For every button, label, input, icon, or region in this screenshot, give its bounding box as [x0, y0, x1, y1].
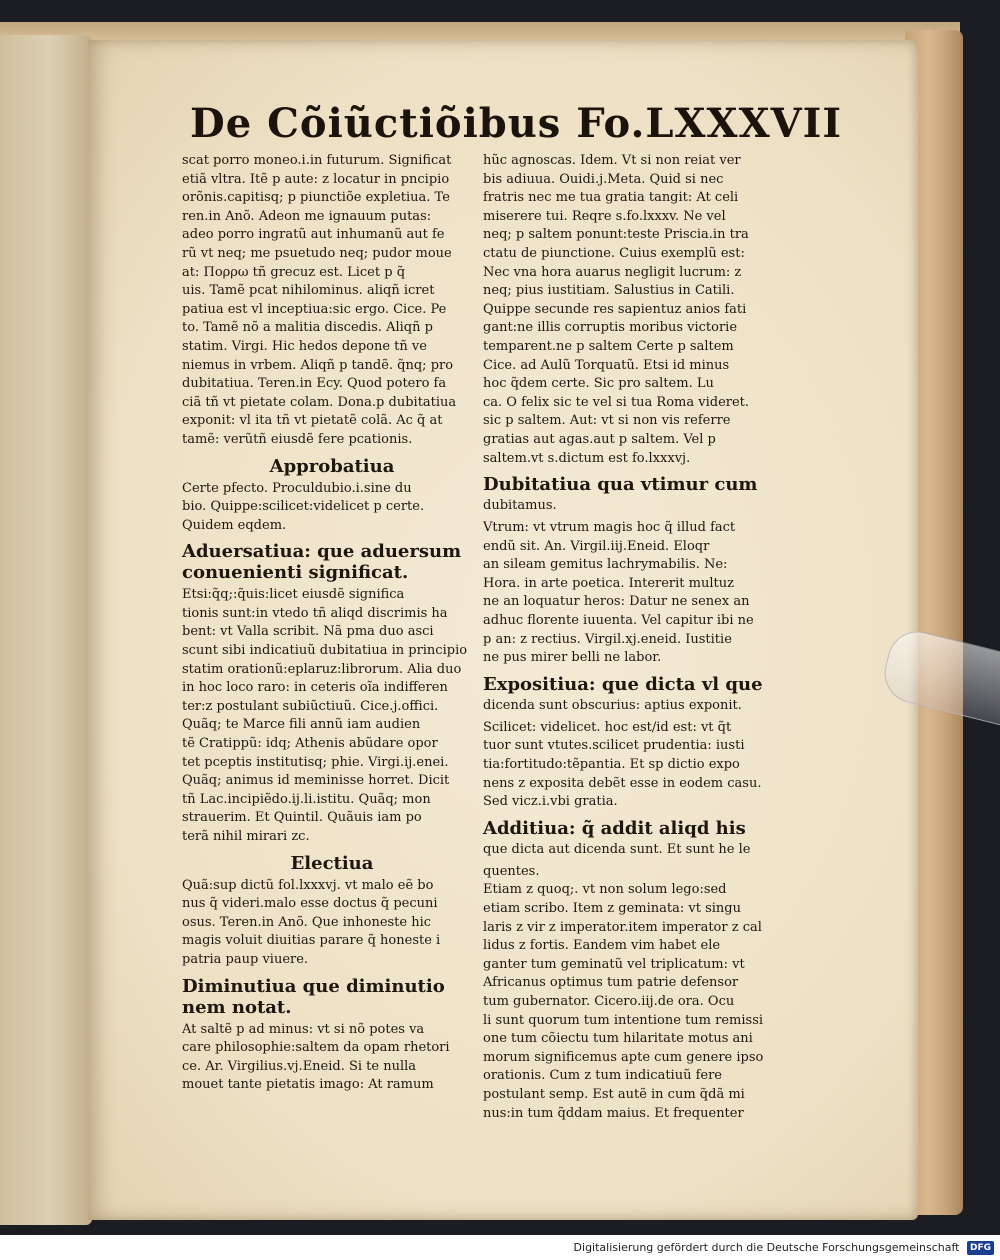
text-line: temparent.ne p saltem Certe p saltem [483, 338, 734, 354]
text-line: bis adiuua. Ouidi.j.Meta. Quid si nec [483, 171, 724, 187]
text-line: gratias aut agas.aut p saltem. Vel p [483, 431, 716, 447]
text-line: Africanus optimus tum patrie defensor [483, 975, 739, 991]
text-line: ne pus mirer belli ne labor. [483, 650, 662, 666]
heading-adversativa [182, 541, 482, 583]
text-line: ne an loquatur heros: Datur ne senex an [483, 594, 750, 610]
text-line: Quã:sup dictũ fol.lxxxvj. vt malo eẽ bo [182, 877, 434, 893]
text-line: ciã tñ vt pietate colam. Dona.p dubitatiua [182, 394, 457, 410]
text-line: patiua est vl inceptiua:sic ergo. Cice. Pe [182, 301, 447, 317]
text-line: dubitatiua. Teren.in Ecy. Quod potero fa [182, 376, 447, 392]
text-line: etiã vltra. Itẽ p aute: z locatur in pncipio [182, 171, 450, 187]
text-line: Quippe secunde res sapientuz anios fati [483, 301, 747, 317]
text-line: quentes. [483, 863, 540, 879]
text-line: miserere tui. Reqre s.fo.lxxxv. Ne vel [483, 208, 726, 224]
text-line: tñ Lac.incipiẽdo.ij.li.istitu. Quãq; mon [182, 791, 431, 807]
left-column [182, 152, 482, 1095]
text-line: Certe pfecto. Proculdubio.i.sine du [182, 480, 412, 496]
heading-electiva: Electiua [290, 852, 374, 874]
text-line: strauerim. Et Quintil. Quãuis iam po [182, 810, 422, 826]
text-line: statim. Virgi. Hic hedos depone tñ ve [182, 338, 427, 354]
text-line: ce. Ar. Virgilius.vj.Eneid. Si te nulla [182, 1058, 417, 1074]
text-line: exponit: vl ita tñ vt pietatẽ colã. Ac q̃ at [182, 413, 443, 429]
text-line: tamẽ: verũtñ eiusdẽ fere pcationis. [182, 431, 413, 447]
additiva-paragraph [483, 863, 783, 1123]
text-line: morum significemus apte cum genere ipso [483, 1049, 764, 1065]
text-line: niemus in vrbem. Aliqñ p tandẽ. q̃nq; pro [182, 357, 454, 373]
text-line: orationis. Cum z tum indicatiuũ fere [483, 1068, 722, 1084]
text-line: to. Tamẽ nõ a malitia discedis. Aliqñ p [182, 320, 433, 336]
text-line: care philosophie:saltem da opam rhetori [182, 1040, 450, 1056]
text-line: tum gubernator. Cicero.iij.de ora. Ocu [483, 993, 735, 1009]
text-line: patria paup viuere. [182, 951, 309, 967]
text-line: postulant semp. Est autẽ in cum q̃dã mi [483, 1086, 745, 1102]
text-line: p an: z rectius. Virgil.xj.eneid. Iustitie [483, 631, 732, 647]
footer-credit-bar [0, 1235, 1000, 1260]
text-line: magis voluit diuitias parare q̃ honeste i [182, 933, 441, 949]
text-line: bio. Quippe:scilicet:videlicet p certe. [182, 499, 425, 515]
text-line: at: Πορρω tñ grecuz est. Licet p q̃ [182, 264, 406, 280]
text-line: ca. O felix sic te vel si tua Roma videret. [483, 394, 750, 410]
text-line: Etiam z quoq;. vt non solum lego:sed [483, 882, 727, 898]
text-line: osus. Teren.in Anõ. Que inhoneste hic [182, 914, 432, 930]
text-line: statim orationũ:eplaruz:librorum. Alia duo [182, 661, 462, 677]
heading-additiva [483, 818, 783, 860]
heading-expositiva [483, 674, 783, 716]
text-line: Nec vna hora auarus negligit lucrum: z [483, 264, 742, 280]
text-line: Quãq; animus id meminisse horret. Dicit [182, 773, 450, 789]
text-line: hũc agnoscas. Idem. Vt si non reiat ver [483, 153, 741, 168]
text-line: ctatu de piunctione. Cuius exemplũ est: [483, 245, 745, 261]
text-line: scunt sibi indicatiuũ dubitatiua in principio [182, 643, 468, 659]
heading-dubitativa-line-1: Dubitatiua qua vtimur cum [483, 474, 758, 496]
text-line: ganter tum geminatũ vel triplicatum: vt [483, 956, 745, 972]
text-line: Vtrum: vt vtrum magis hoc q̃ illud fact [483, 520, 736, 536]
text-line: Quãq; te Marce fili annũ iam audien [182, 717, 421, 733]
expositiva-paragraph [483, 719, 783, 812]
text-line: Hora. in arte poetica. Intererit multuz [483, 575, 734, 591]
text-line: li sunt quorum tum intentione tum remissi [483, 1012, 764, 1028]
text-line: nus q̃ videri.malo esse doctus q̃ pecuni [182, 896, 438, 912]
text-line: nens z exposita debẽt esse in eodem casu. [483, 775, 762, 791]
heading-dubitativa [483, 474, 783, 516]
dfg-logo-icon: DFG [967, 1241, 994, 1255]
heading-dubitativa-line-2: dubitamus. [483, 498, 557, 514]
book-top-edge [0, 22, 960, 42]
heading-adversativa-line-1: Aduersatiua: que aduersum [182, 541, 462, 563]
heading-expositiva-line-2: dicenda sunt obscurius: aptius exponit. [483, 697, 742, 713]
text-line: neq; p saltem ponunt:teste Priscia.in tra [483, 227, 749, 243]
heading-expositiva-line-1: Expositiua: que dicta vl que [483, 673, 763, 695]
text-line: etiam scribo. Item z geminata: vt singu [483, 901, 741, 916]
text-line: fratris nec me tua gratia tangit: At celi [483, 190, 739, 206]
text-line: orõnis.capitisq; p piunctiõe expletiua. Te [182, 190, 450, 206]
electiva-paragraph [182, 877, 482, 970]
text-line: ren.in Anõ. Adeon me ignauum putas: [182, 208, 432, 224]
text-line: sic p saltem. Aut: vt si non vis referre [483, 413, 731, 429]
running-header: De Cõiũctiõibus Fo.LXXXVII [190, 100, 843, 147]
text-line: ter:z postulant subiũctiuũ. Cice.j.offici. [182, 698, 439, 714]
text-line: hoc q̃dem certe. Sic pro saltem. Lu [483, 376, 714, 392]
text-line: Quidem eqdem. [182, 517, 287, 533]
text-line: neq; pius iustitiam. Salustius in Catili. [483, 283, 735, 299]
heading-additiva-line-1: Additiua: q̃ addit aliqd his [483, 817, 746, 839]
text-line: one tum cõiectu tum hilaritate motus ani [483, 1031, 753, 1047]
text-line: tionis sunt:in vtedo tñ aliqd discrimis ha [182, 605, 448, 621]
heading-adversativa-line-2: conuenienti significat. [182, 562, 409, 584]
right-column [483, 152, 783, 1123]
text-line: saltem.vt s.dictum est fo.lxxxvj. [483, 450, 691, 466]
text-line: an sileam gemitus lachrymabilis. Ne: [483, 557, 728, 573]
heading-additiva-line-2: que dicta aut dicenda sunt. Et sunt he le [483, 841, 751, 857]
text-line: adhuc florente iuuenta. Vel capitur ibi ne [483, 613, 754, 629]
text-line: tia:fortitudo:tẽpantia. Et sp dictio expo [483, 757, 740, 773]
text-line: Cice. ad Aulũ Torquatũ. Etsi id minus [483, 357, 730, 373]
facing-page-edge [0, 35, 92, 1225]
text-line: laris z vir z imperator.item imperator z cal [483, 919, 762, 935]
text-line: uis. Tamẽ pcat nihilominus. aliqñ icret [182, 283, 435, 299]
footer-credit-text: Digitalisierung gefördert durch die Deutsche Forschungsgemeinschaft [573, 1241, 960, 1254]
text-line: mouet tante pietatis imago: At ramum [182, 1077, 434, 1093]
text-line: Sed vicz.i.vbi gratia. [483, 794, 618, 810]
text-line: adeo porro ingratũ aut inhumanũ aut fe [182, 227, 445, 243]
text-line: endũ sit. An. Virgil.iij.Eneid. Eloqr [483, 538, 710, 554]
text-line: tuor sunt vtutes.scilicet prudentia: iusti [483, 738, 745, 754]
text-line: gant:ne illis corruptis moribus victorie [483, 320, 738, 336]
right-intro-paragraph [483, 152, 783, 468]
diminutiva-paragraph [182, 1021, 482, 1095]
text-line: lidus z fortis. Eandem vim habet ele [483, 938, 721, 954]
heading-diminutiva [182, 976, 482, 1018]
adversativa-paragraph [182, 586, 482, 846]
text-line: nus:in tum q̃ddam maius. Et frequenter [483, 1105, 744, 1121]
text-line: tẽ Cratippũ: idq; Athenis abũdare opor [182, 736, 438, 752]
text-line: in hoc loco raro: in ceteris oĩa indifferen [182, 680, 448, 696]
text-line: tet pceptis institutisq; phie. Virgi.ij.enei. [182, 754, 449, 770]
dubitativa-paragraph [483, 519, 783, 668]
text-line: At saltẽ p ad minus: vt si nõ potes va [182, 1021, 425, 1037]
heading-approbativa: Approbatiua [269, 455, 395, 477]
approbativa-paragraph [182, 480, 482, 536]
text-line: Etsi:q̃q;:q̃uis:licet eiusdẽ significa [182, 587, 405, 603]
heading-diminutiva-line-1: Diminutiua que diminutio [182, 975, 445, 997]
text-line: terã nihil mirari zc. [182, 829, 310, 844]
text-line: bent: vt Valla scribit. Nã pma duo asci [182, 624, 434, 640]
text-line: rũ vt neq; me psuetudo neq; pudor moue [182, 245, 452, 261]
text-line: Scilicet: videlicet. hoc est/id est: vt q̃t [483, 719, 732, 735]
heading-diminutiva-line-2: nem notat. [182, 996, 292, 1018]
left-intro-paragraph [182, 152, 482, 450]
text-line: scat porro moneo.i.in futurum. Significat [182, 153, 452, 168]
